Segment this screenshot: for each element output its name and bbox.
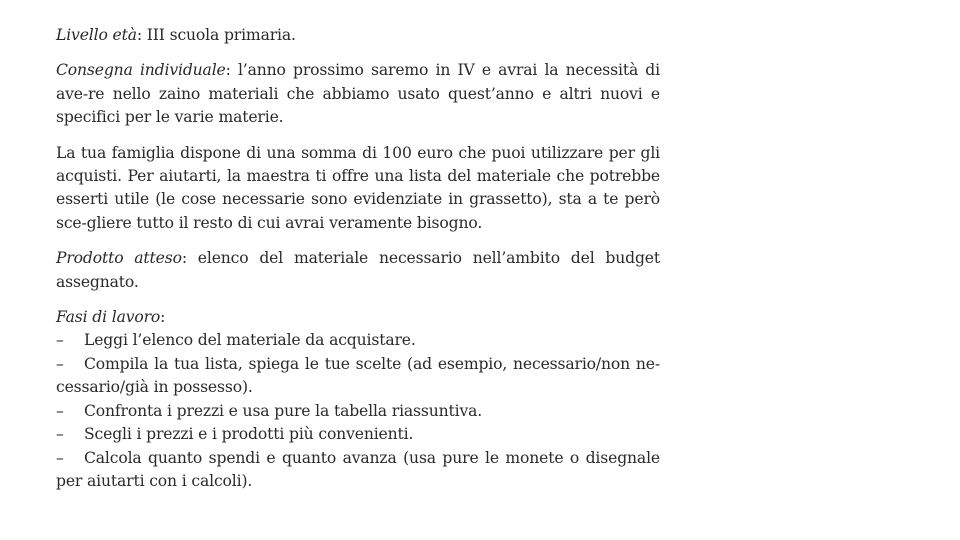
- list-dash: –: [56, 331, 64, 350]
- work-phases-heading: [56, 306, 660, 329]
- work-phases-list: [56, 329, 660, 493]
- assignment-label: Consegna individuale: [56, 61, 226, 80]
- list-item: [56, 447, 660, 494]
- list-item: [56, 329, 660, 352]
- work-phases-separator: :: [160, 308, 166, 327]
- list-item-text: Leggi l’elenco del materiale da acquistare.: [84, 331, 416, 350]
- budget-paragraph: La tua famiglia dispone di una somma di 100 euro che puoi utilizzare per gli acquisti. Per aiutarti, la maestra ti offre una lista del materiale che potrebbe esserti utile (le cose necessarie sono evidenziate in grassetto), sta a te però sce-gliere tutto il resto di cui avrai veramente bisogno.: [56, 143, 660, 232]
- assignment-text-after: e avrai la necessità di ave-re nello zaino materiali che abbiamo usato quest’anno e altri nuovi e specifici per le varie materie.: [56, 61, 660, 127]
- list-dash: –: [56, 425, 64, 444]
- assignment-paragraph: [56, 59, 660, 129]
- list-item-text: Scegli i prezzi e i prodotti più convenienti.: [84, 425, 414, 444]
- list-item: [56, 353, 660, 400]
- work-phases-label: Fasi di lavoro: [56, 308, 161, 327]
- list-item-text: Confronta i prezzi e usa pure la tabella riassuntiva.: [84, 401, 483, 420]
- age-level-line: [56, 24, 660, 47]
- list-dash: –: [56, 401, 64, 420]
- age-level-grade: III: [146, 26, 165, 44]
- age-level-separator: :: [136, 26, 147, 44]
- assignment-grade: IV: [457, 61, 475, 80]
- age-level-label: Livello età: [56, 26, 137, 44]
- assignment-text-before: l’anno prossimo saremo in: [237, 61, 458, 80]
- work-phases-section: [56, 306, 660, 493]
- list-item: [56, 423, 660, 446]
- assignment-separator: :: [225, 61, 238, 80]
- list-dash: –: [56, 354, 64, 373]
- age-level-text: scuola primaria.: [164, 26, 296, 44]
- expected-product-label: Prodotto atteso: [56, 249, 182, 268]
- list-item-text: Calcola quanto spendi e quanto avanza (usa pure le monete o disegnale per aiutarti con i calcoli).: [56, 448, 660, 490]
- expected-product-line: [56, 247, 660, 294]
- list-dash: –: [56, 448, 64, 467]
- expected-product-separator: :: [181, 249, 198, 268]
- list-item-text: Compila la tua lista, spiega le tue scelte (ad esempio, necessario/non ne-cessario/già in possesso).: [56, 354, 660, 397]
- document-page: [56, 24, 660, 493]
- expected-product-text: elenco del materiale necessario nell’ambito del budget assegnato.: [56, 249, 660, 291]
- list-item: [56, 400, 660, 423]
